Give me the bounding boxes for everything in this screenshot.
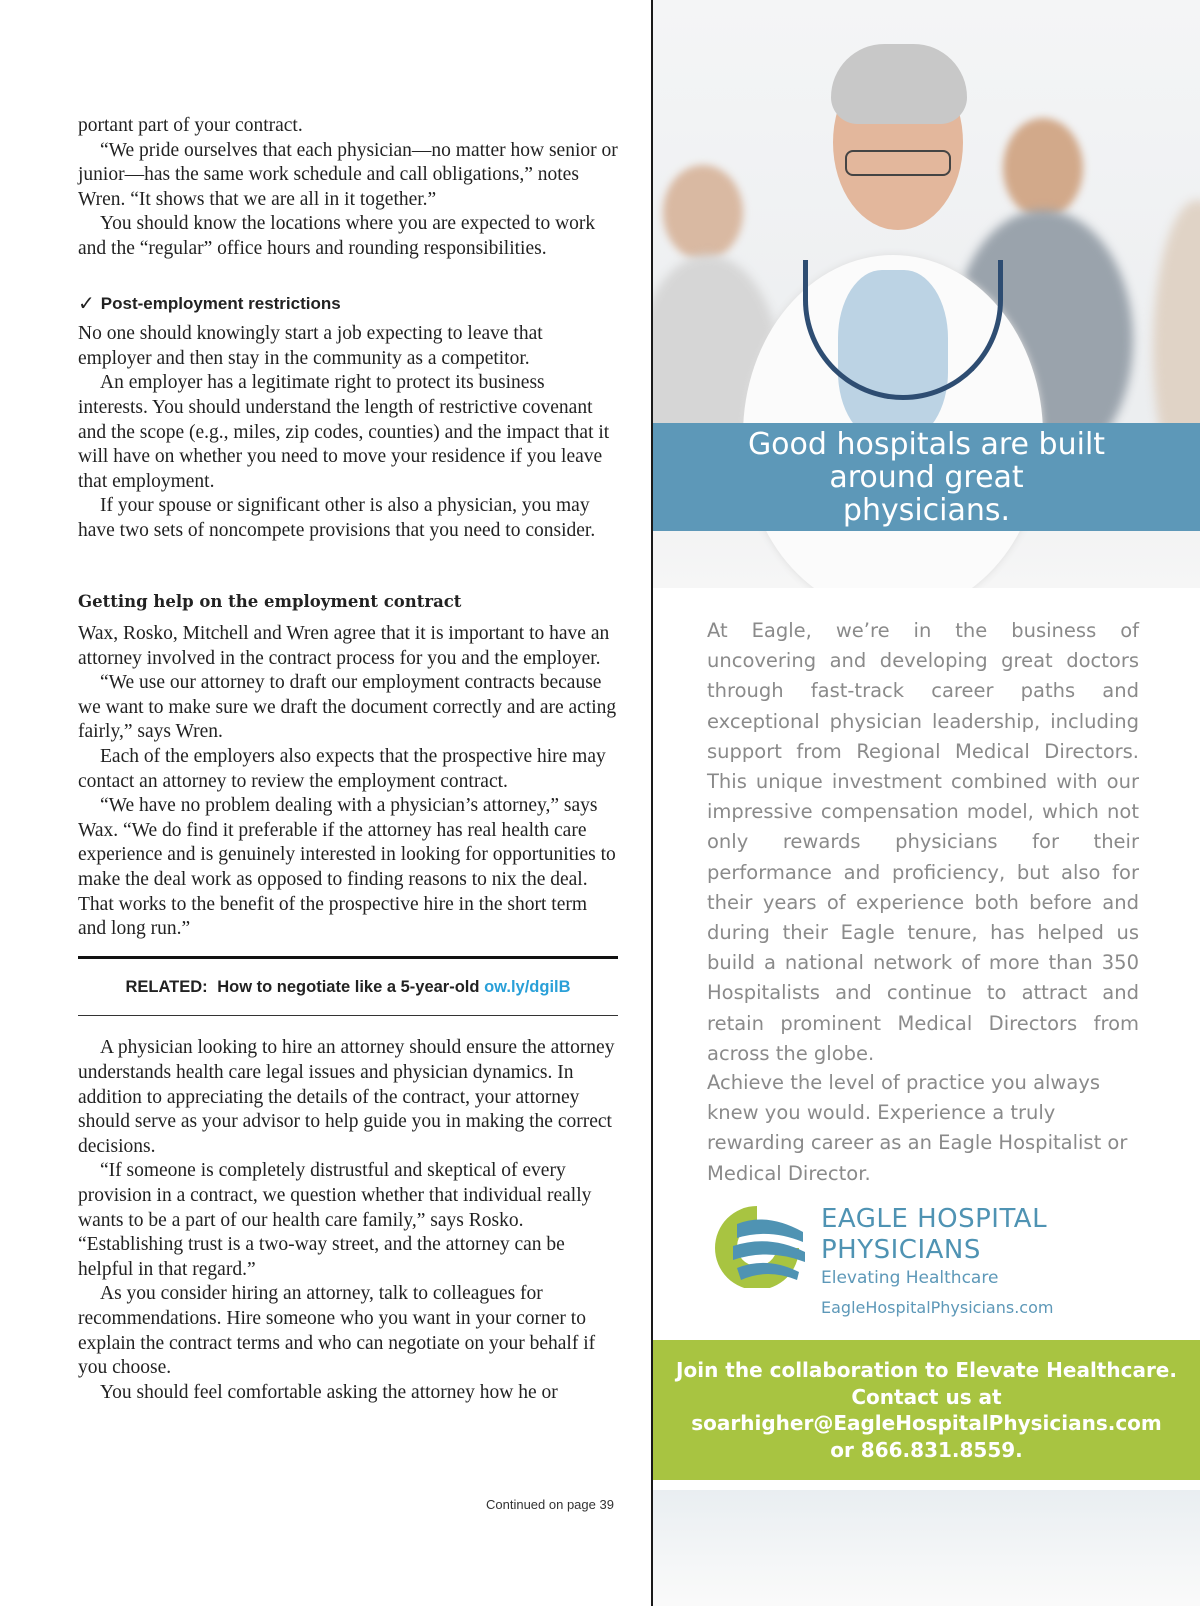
eagle-logo-icon	[707, 1202, 807, 1288]
contact-banner	[653, 1340, 1200, 1480]
glasses-icon	[845, 150, 951, 176]
article-paragraph: A physician looking to hire an attorney should ensure the attorney understands health care legal issues and physician dynamics. In addition to appreciating the details of the contract, your attorney should serve as your advisor to help guide you in making the correct decisions.	[78, 1037, 615, 1157]
section-heading-text: Post-employment restrictions	[100, 293, 341, 313]
related-title: How to negotiate like a 5-year-old	[217, 977, 480, 996]
section-heading-getting-help: Getting help on the employment contract	[78, 591, 462, 611]
background-person-left	[663, 165, 743, 260]
bottom-photo-strip	[653, 1490, 1200, 1606]
logo-wordmark	[821, 1204, 1047, 1266]
article-paragraph: Each of the employers also expects that the prospective hire may contact an attorney to review the employment contract.	[78, 746, 606, 792]
article-paragraph: portant part of your contract.	[78, 115, 303, 136]
article-paragraph: “If someone is completely distrustful and skeptical of every provision in a contract, we question whether that individual really wants to be a part of our health care family,” says Rosko. “Establishing trust is a two-way street, and the attorney can be helpful in that regard.”	[78, 1160, 592, 1280]
related-link[interactable]: ow.ly/dgilB	[484, 977, 571, 996]
background-person-right	[1003, 118, 1083, 218]
website-link[interactable]: EagleHospitalPhysicians.com	[821, 1298, 1054, 1317]
ad-closing-text: Achieve the level of practice you always knew you would. Experience a truly rewarding career as an Eagle Hospitalist or Medical Director.	[707, 1071, 1128, 1185]
related-label: RELATED:	[125, 977, 208, 996]
headline-banner	[653, 423, 1200, 531]
article-paragraph: You should feel comfortable asking the attorney how he or	[100, 1381, 558, 1403]
contact-email-link[interactable]: soarhigher@EagleHospitalPhysicians.com	[691, 1411, 1162, 1435]
banner-line-2: around great physicians.	[829, 459, 1024, 528]
article-paragraph: Wax, Rosko, Mitchell and Wren agree that it is important to have an attorney involved in the contract process for you and the employer.	[78, 623, 610, 669]
article-column	[78, 114, 618, 1405]
article-paragraph: “We pride ourselves that each physician—no matter how senior or junior—has the same work schedule and call obligations,” notes Wren. “It shows that we are all in it together.”	[78, 139, 618, 210]
doctor-hair	[831, 44, 967, 124]
checkmark-icon: ✓	[78, 292, 95, 315]
article-paragraph: As you consider hiring an attorney, talk to colleagues for recommendations. Hire someone who you want in your corner to explain the contract terms and who can negotiate on your behalf if you choose.	[78, 1283, 596, 1379]
article-paragraph: You should know the locations where you are expected to work and the “regular” office hours and rounding responsibilities.	[78, 213, 596, 259]
banner-line-1: Good hospitals are built	[747, 426, 1106, 462]
cta-line-1: Join the collaboration to Elevate Healthcare.	[676, 1358, 1177, 1382]
article-paragraph: “We use our attorney to draft our employment contracts because we want to make sure we draft the document correctly and are acting fairly,” says Wren.	[78, 672, 617, 743]
related-box	[78, 956, 618, 1017]
logo-line-1: EAGLE HOSPITAL	[821, 1204, 1048, 1234]
contact-phone: or 866.831.8559.	[830, 1437, 1023, 1462]
section-heading-post-employment	[78, 292, 618, 317]
advertisement	[653, 0, 1200, 1606]
article-paragraph: “We have no problem dealing with a physician’s attorney,” says Wax. “We do find it preferable if the attorney has real health care experience and is genuinely interested in looking for opportunities to make the deal work as opposed to finding reasons to nix the deal. That works to the benefit of the prospective hire in the short term and long run.”	[78, 795, 616, 940]
logo-line-2: PHYSICIANS	[821, 1235, 981, 1265]
ad-body-text: At Eagle, we’re in the business of uncovering and developing great doctors through fast-track career paths and exceptional physician leadership, including support from Regional Medical Directors. This unique investment combined with our impressive compensation model, which not only rewards physicians for their performance and proficiency, but also for their years of experience both before and during their Eagle tenure, has helped us build a national network of more than 350 Hospitalists and continue to attract and retain prominent Medical Directors from across the globe.	[707, 619, 1139, 1065]
doctor-photo	[653, 0, 1200, 588]
article-paragraph: If your spouse or significant other is also a physician, you may have two sets of noncompete provisions that you need to consider.	[78, 495, 596, 541]
cta-line-2: Contact us at	[851, 1384, 1002, 1409]
article-paragraph: An employer has a legitimate right to protect its business interests. You should understand the length of restrictive covenant and the scope (e.g., miles, zip codes, counties) and the impact that it will have on whether you need to move your residence if you leave that employment.	[78, 372, 610, 492]
continued-note: Continued on page 39	[486, 1497, 614, 1512]
article-paragraph: No one should knowingly start a job expecting to leave that employer and then stay in the community as a competitor.	[78, 323, 543, 369]
logo-tagline: Elevating Healthcare	[821, 1268, 999, 1288]
